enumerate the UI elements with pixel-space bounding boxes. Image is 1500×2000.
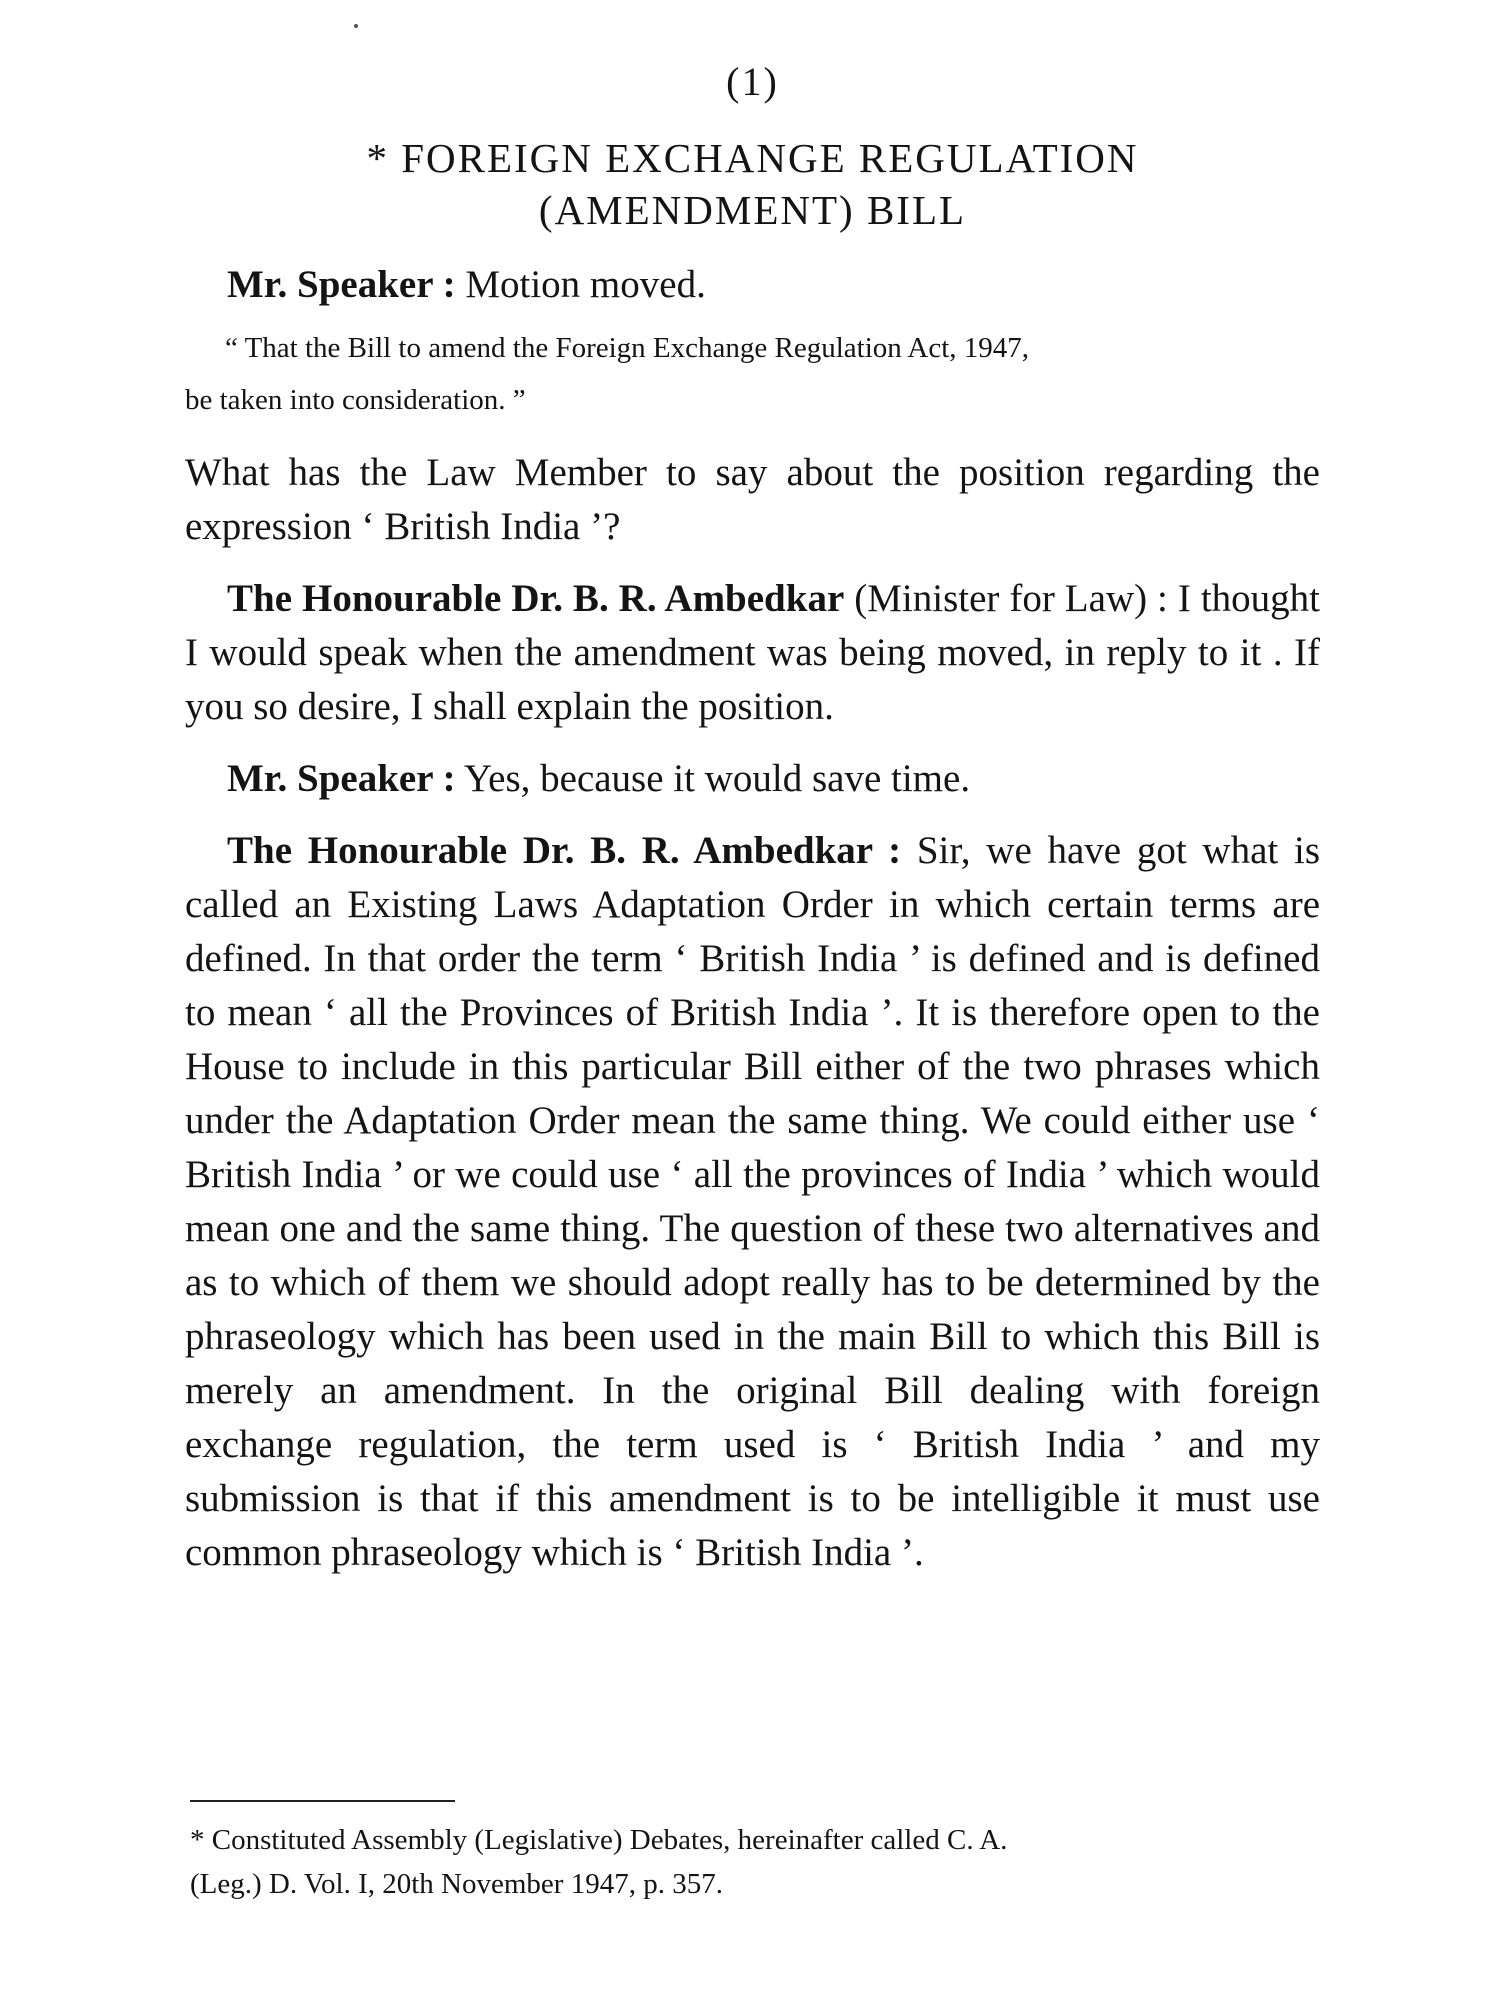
motion-quote — [185, 322, 1320, 426]
paragraph-ambedkar-reply — [185, 572, 1320, 734]
speech-text: Yes, because it would save time. — [455, 757, 971, 800]
quote-line-2: be taken into consideration. ” — [185, 384, 526, 416]
document-title — [185, 132, 1320, 236]
page-number: (1) — [726, 59, 779, 104]
speech-text: Sir, we have got what is called an Existing Laws Adaptation Order in which certain terms are defined. In that order the term ‘ British India ’ is defined and is defined to mean ‘ all the Provinces of British India ’. It is therefore open to the House to include in this particular Bill either of the two phrases which under the Adaptation Order mean the same thing. We could either use ‘ British India ’ or we could use ‘ all the provinces of India ’ which would mean one and the same thing. The question of these two alternatives and as to which of them we should adopt really has to be determined by the phraseology which has been used in the main Bill to which this Bill is merely an amendment. In the original Bill dealing with foreign exchange regulation, the term used is ‘ British India ’ and my submission is that if this amendment is to be intelligible it must use common phraseology which is ‘ British India ’. — [185, 829, 1320, 1574]
speech-text: (Minister for Law) : I thought I would speak when the amendment was being moved, in reply to it . If you so desire, I shall explain the position. — [185, 577, 1321, 728]
footnote-line-2: (Leg.) D. Vol. I, 20th November 1947, p. 357. — [190, 1868, 723, 1900]
footnote-line-1: * Constituted Assembly (Legislative) Debates, hereinafter called C. A. — [190, 1824, 1008, 1856]
speaker-name: Mr. Speaker : — [227, 263, 456, 306]
paragraph-speaker-question — [185, 446, 1320, 554]
paragraph-speaker-motion — [185, 258, 1320, 312]
speaker-name: The Honourable Dr. B. R. Ambedkar — [227, 577, 845, 620]
scan-speck — [354, 24, 358, 28]
title-line-2: (AMENDMENT) BILL — [538, 187, 967, 233]
title-line-1: * FOREIGN EXCHANGE REGULATION — [366, 135, 1139, 181]
footnote-divider — [190, 1800, 455, 1802]
paragraph-ambedkar-explanation — [185, 824, 1320, 1580]
speech-text: Motion moved. — [455, 263, 706, 306]
speaker-name: The Honourable Dr. B. R. Ambedkar : — [227, 829, 902, 872]
footnote — [190, 1818, 1320, 1906]
debate-body — [185, 258, 1320, 1598]
paragraph-speaker-yes — [185, 752, 1320, 806]
speaker-name: Mr. Speaker : — [227, 757, 456, 800]
speech-text: What has the Law Member to say about the position regarding the expression ‘ British India ’? — [185, 451, 1320, 548]
quote-line-1: “ That the Bill to amend the Foreign Exchange Regulation Act, 1947, — [225, 332, 1030, 364]
